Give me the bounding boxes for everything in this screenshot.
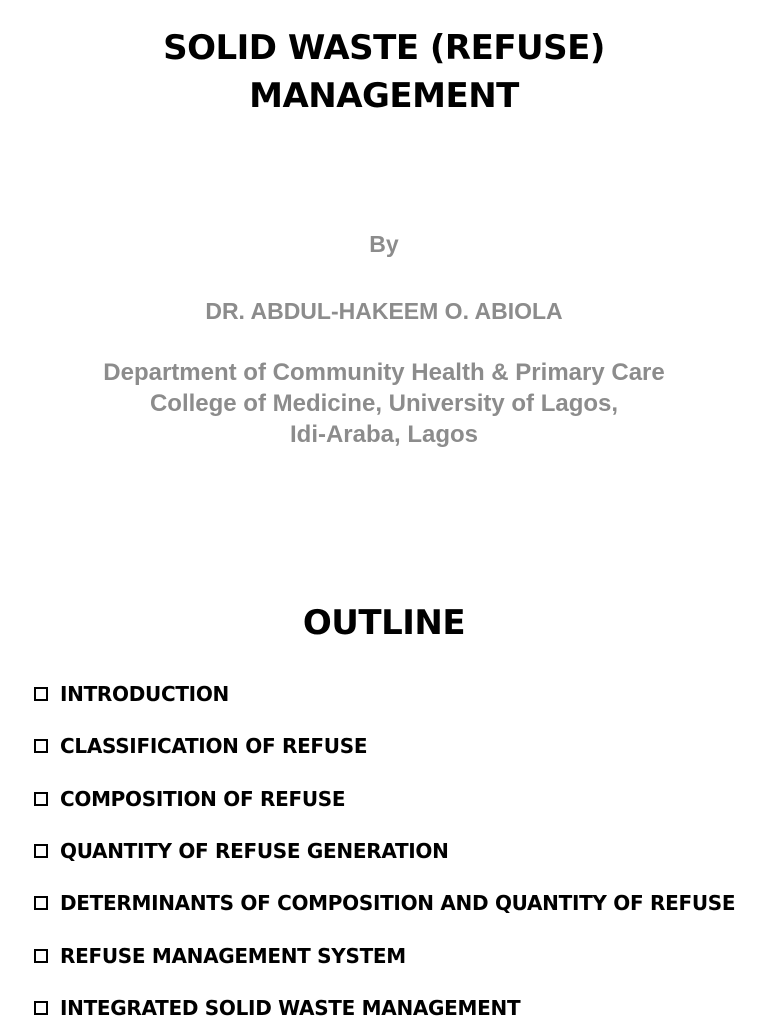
outline-list [34, 668, 735, 1034]
outline-item [34, 929, 735, 981]
outline-item-label: DETERMINANTS OF COMPOSITION AND QUANTITY OF REFUSE [60, 891, 736, 916]
college-line: College of Medicine, University of Lagos, [149, 390, 619, 417]
checkbox-square-icon [34, 1001, 48, 1015]
outline-item [34, 668, 735, 720]
checkbox-square-icon [34, 687, 48, 701]
outline-item-label: CLASSIFICATION OF REFUSE [60, 734, 368, 759]
outline-item-label: QUANTITY OF REFUSE GENERATION [60, 839, 449, 864]
slide-title [0, 24, 768, 120]
checkbox-square-icon [34, 792, 48, 806]
checkbox-square-icon [34, 739, 48, 753]
outline-item-label: INTRODUCTION [60, 682, 229, 707]
checkbox-square-icon [34, 844, 48, 858]
affiliation [0, 357, 768, 450]
outline-slide [0, 570, 768, 1024]
outline-item-label: COMPOSITION OF REFUSE [60, 786, 346, 811]
location-line: Idi-Araba, Lagos [289, 421, 479, 448]
checkbox-square-icon [34, 896, 48, 910]
outline-item-label: INTEGRATED SOLID WASTE MANAGEMENT [60, 995, 521, 1020]
title-line-2: MANAGEMENT [249, 76, 519, 116]
author-name: DR. ABDUL-HAKEEM O. ABIOLA [205, 298, 563, 324]
outline-item-label: REFUSE MANAGEMENT SYSTEM [60, 943, 406, 968]
outline-item [34, 825, 735, 877]
outline-item [34, 773, 735, 825]
outline-item [34, 982, 735, 1034]
by-label: By [369, 231, 399, 257]
checkbox-square-icon [34, 949, 48, 963]
title-line-1: SOLID WASTE (REFUSE) [163, 28, 605, 68]
outline-heading: OUTLINE [302, 603, 466, 643]
outline-item [34, 720, 735, 772]
department-line: Department of Community Health & Primary Care [103, 359, 665, 386]
outline-item [34, 877, 735, 929]
